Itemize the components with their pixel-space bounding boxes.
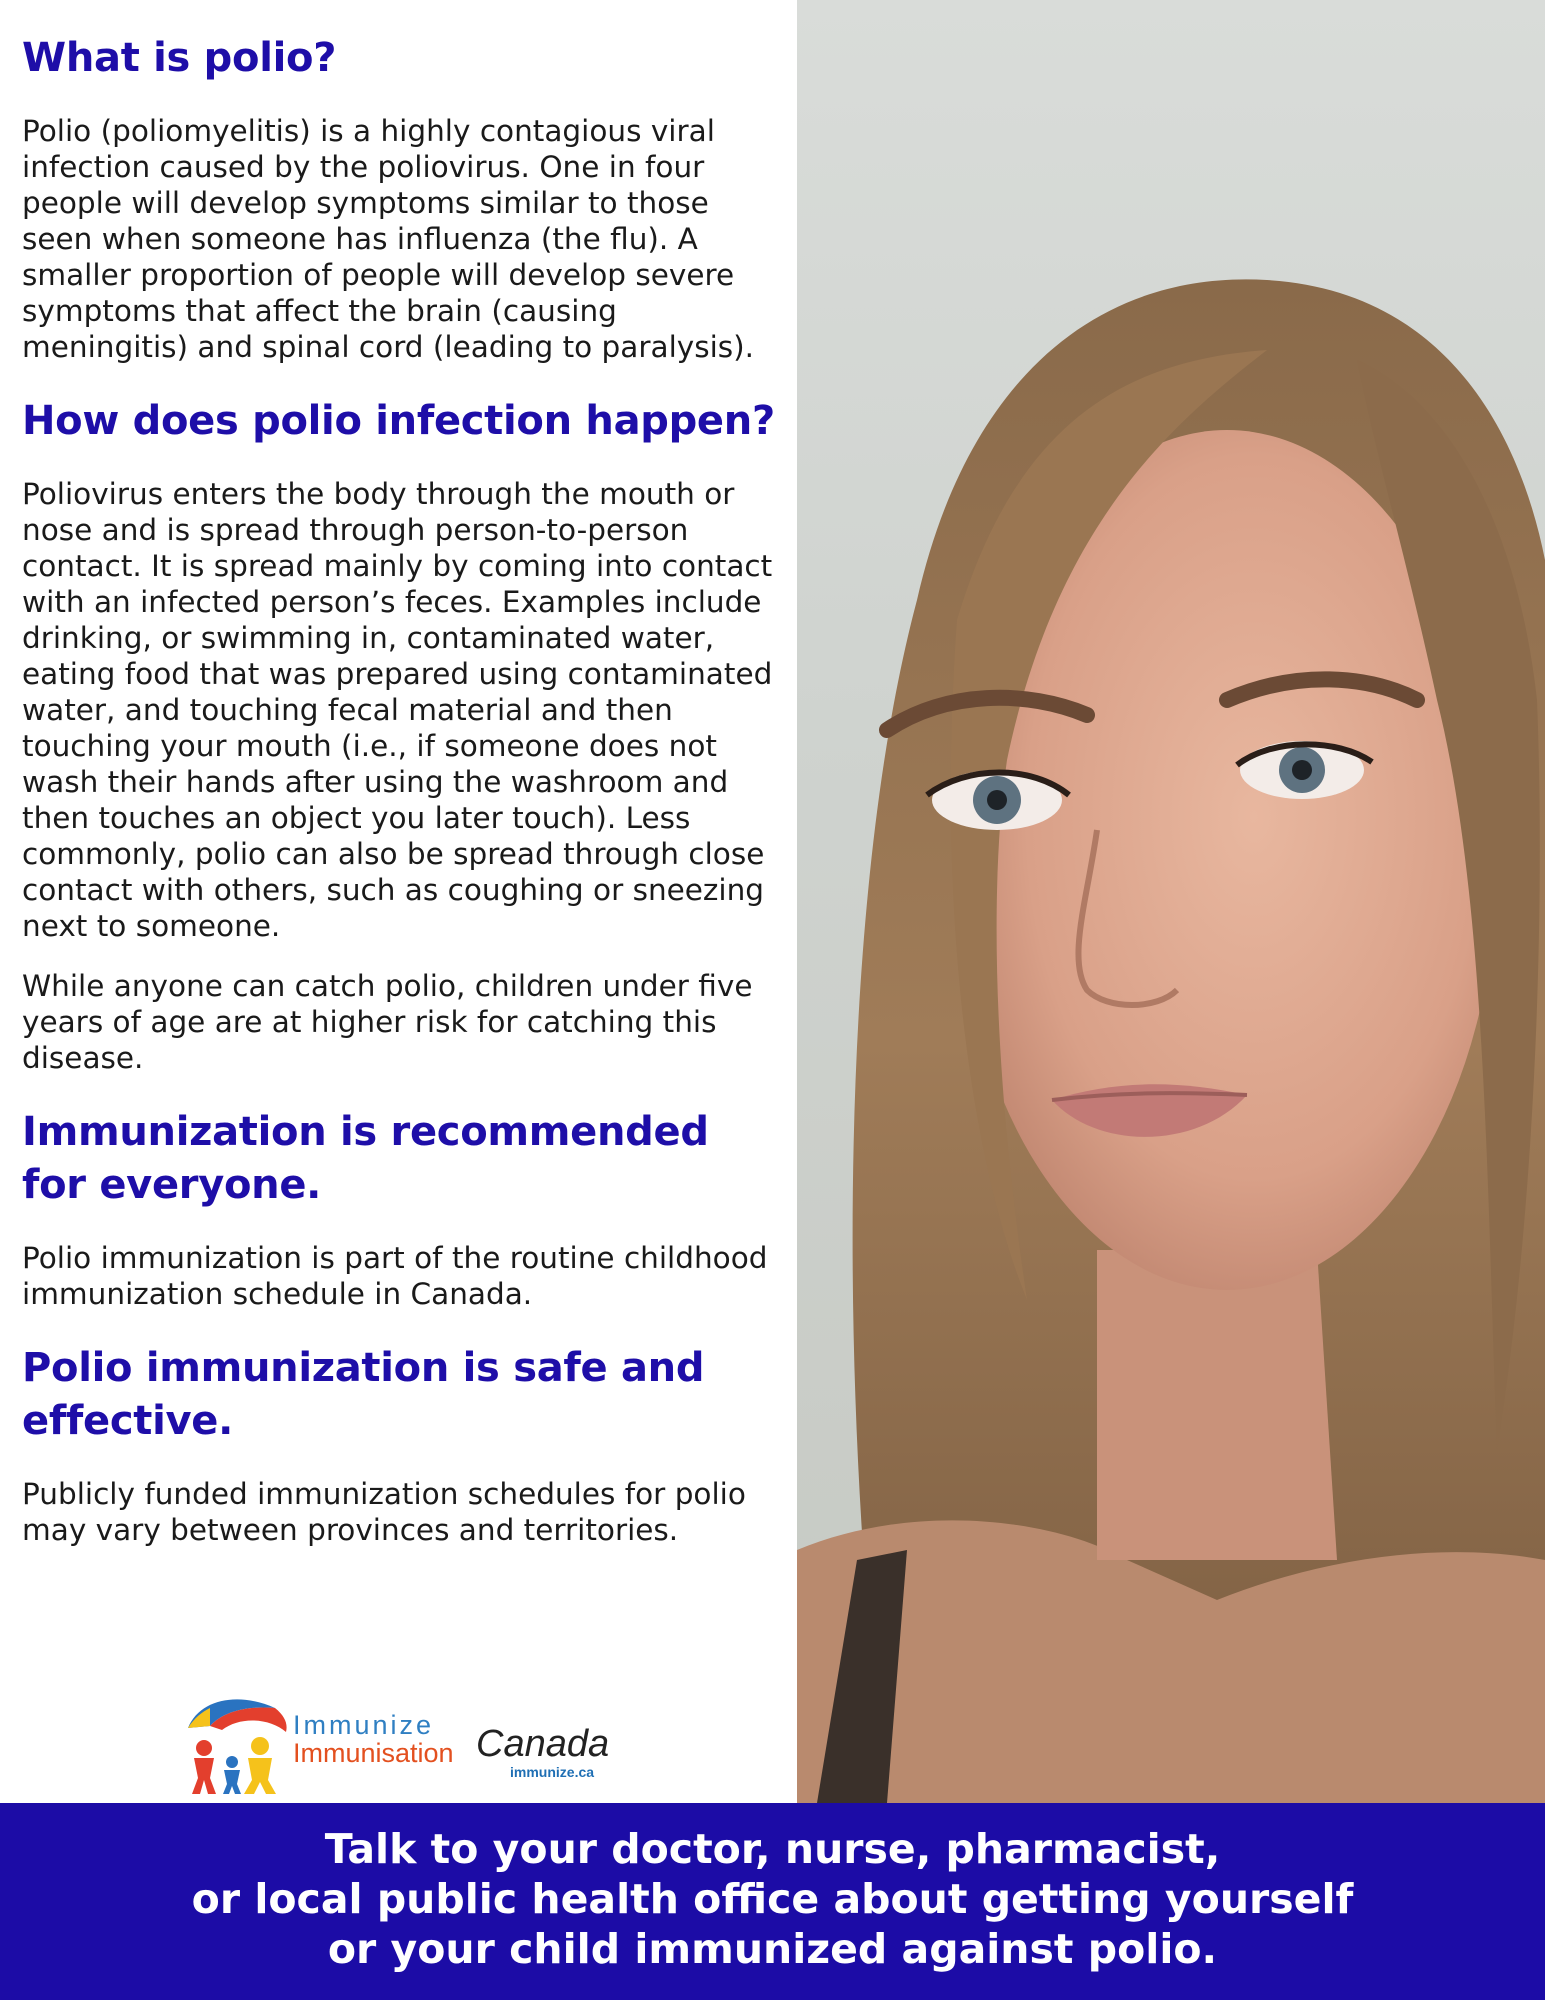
paragraph-routine-schedule: Polio immunization is part of the routine childhood immunization schedule in Canada. [22,1241,768,1311]
heading-what-is-polio: What is polio? [22,35,337,81]
logo-text-immunize: Immunize [293,1710,435,1740]
footer-line-2: or local public health office about getting yourself [191,1874,1354,1923]
paragraph-risk-children: While anyone can catch polio, children under five years of age are at higher risk for catching this disease. [22,969,753,1075]
portrait-illustration [797,0,1545,1803]
paragraph-what-is-polio: Polio (poliomyelitis) is a highly contagious viral infection caused by the poliovirus. One in four people will develop symptoms similar to those seen when someone has influenza (the flu). A smaller proportion of people will develop severe symptoms that affect the brain (causing meningitis) and spinal cord (leading to paralysis). [22,114,755,364]
immunize-canada-logo [180,1688,610,1796]
logo-text-immunisation: Immunisation [293,1738,454,1768]
footer-line-3: or your child immunized against polio. [327,1924,1218,1973]
logo-url: immunize.ca [510,1764,595,1780]
paragraph-funded-schedules: Publicly funded immunization schedules for polio may vary between provinces and territories. [22,1477,746,1547]
heading-safe-effective: Polio immunization is safe and effective. [22,1345,705,1444]
footer-banner [0,1803,1545,2000]
logo-text-canada: Canada [476,1723,610,1765]
footer-message [192,1824,1354,1974]
heading-how-infection-happens: How does polio infection happen? [22,398,775,444]
portrait-photo [797,0,1545,1803]
umbrella-family-icon [180,1688,290,1796]
content-column [0,0,797,1803]
heading-immunization-recommended: Immunization is recommended for everyone. [22,1109,709,1208]
footer-line-1: Talk to your doctor, nurse, pharmacist, [324,1824,1221,1873]
paragraph-how-infection-happens: Poliovirus enters the body through the mouth or nose and is spread through person-to-person contact. It is spread mainly by coming into contact with an infected person’s feces. Examples include drinking, or swimming in, contaminated water, eating food that was prepared using contaminated water, and touching fecal material and then touching your mouth (i.e., if someone does not wash their hands after using the washroom and then touches an object you later touch). Less commonly, polio can also be spread through close contact with others, such as coughing or sneezing next to someone. [22,477,773,943]
